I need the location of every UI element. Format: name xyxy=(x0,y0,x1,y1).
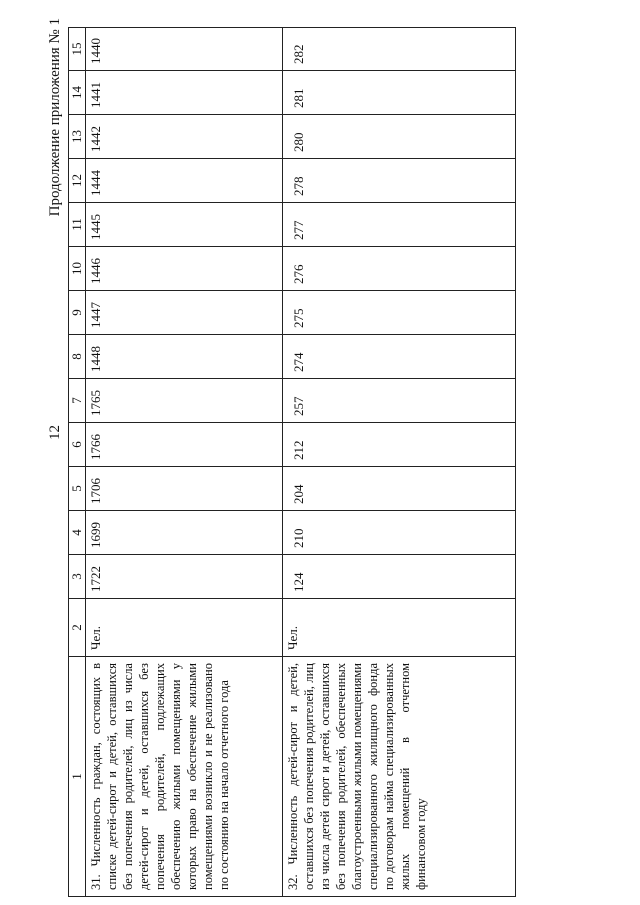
row-value: 1699 xyxy=(86,511,283,555)
row-value: 1442 xyxy=(86,115,283,159)
page-number: 12 xyxy=(47,425,63,440)
column-number: 5 xyxy=(69,467,86,511)
column-number: 7 xyxy=(69,379,86,423)
column-number: 4 xyxy=(69,511,86,555)
column-number: 14 xyxy=(69,71,86,115)
row-value: 1765 xyxy=(86,379,283,423)
column-number-row xyxy=(69,28,86,897)
row-value: 1706 xyxy=(86,467,283,511)
column-number: 3 xyxy=(69,555,86,599)
row-value: 1722 xyxy=(86,555,283,599)
row-description: 32. Численность детей-сирот и детей, оставшихся без попечения родителей, лиц из числа детей сирот и детей, оставшихся без попечения родителей, обеспеченных благоустроенными жилыми помещениями специализированного жилищного фонда по договорам найма специализированных жилых помещений в отчетном финансовом году xyxy=(283,657,516,897)
row-value: 280 xyxy=(283,115,516,159)
row-value: 281 xyxy=(283,71,516,115)
table-row xyxy=(86,28,283,897)
indicator-table xyxy=(68,27,516,897)
row-value: 1446 xyxy=(86,247,283,291)
column-number: 13 xyxy=(69,115,86,159)
column-number: 6 xyxy=(69,423,86,467)
column-number: 9 xyxy=(69,291,86,335)
column-number: 15 xyxy=(69,28,86,71)
row-value: 278 xyxy=(283,159,516,203)
row-value: 1448 xyxy=(86,335,283,379)
row-value: 257 xyxy=(283,379,516,423)
row-unit: Чел. xyxy=(283,599,516,657)
row-value: 1766 xyxy=(86,423,283,467)
row-value: 124 xyxy=(283,555,516,599)
row-description: 31. Численность граждан, состоящих в списке детей-сирот и детей, оставшихся без попечения родителей, лиц из числа детей-сирот и детей, оставшихся без попечения родителей, подлежащих обеспечению жилыми помещениями у которых право на обеспечение жилыми помещениями возникло и не реализовано по состоянию на начало отчетного года xyxy=(86,657,283,897)
row-value: 275 xyxy=(283,291,516,335)
row-value: 277 xyxy=(283,203,516,247)
row-value: 210 xyxy=(283,511,516,555)
row-value: 274 xyxy=(283,335,516,379)
column-number: 8 xyxy=(69,335,86,379)
column-number: 12 xyxy=(69,159,86,203)
row-value: 1447 xyxy=(86,291,283,335)
column-number: 10 xyxy=(69,247,86,291)
appendix-continuation-note: Продолжение приложения № 1 xyxy=(47,18,63,217)
row-unit: Чел. xyxy=(86,599,283,657)
row-value: 204 xyxy=(283,467,516,511)
row-value: 1444 xyxy=(86,159,283,203)
row-value: 1440 xyxy=(86,28,283,71)
column-number: 2 xyxy=(69,599,86,657)
row-value: 282 xyxy=(283,28,516,71)
column-number: 11 xyxy=(69,203,86,247)
row-value: 276 xyxy=(283,247,516,291)
row-value: 1441 xyxy=(86,71,283,115)
column-number: 1 xyxy=(69,657,86,897)
row-value: 1445 xyxy=(86,203,283,247)
table-row xyxy=(283,28,516,897)
row-value: 212 xyxy=(283,423,516,467)
